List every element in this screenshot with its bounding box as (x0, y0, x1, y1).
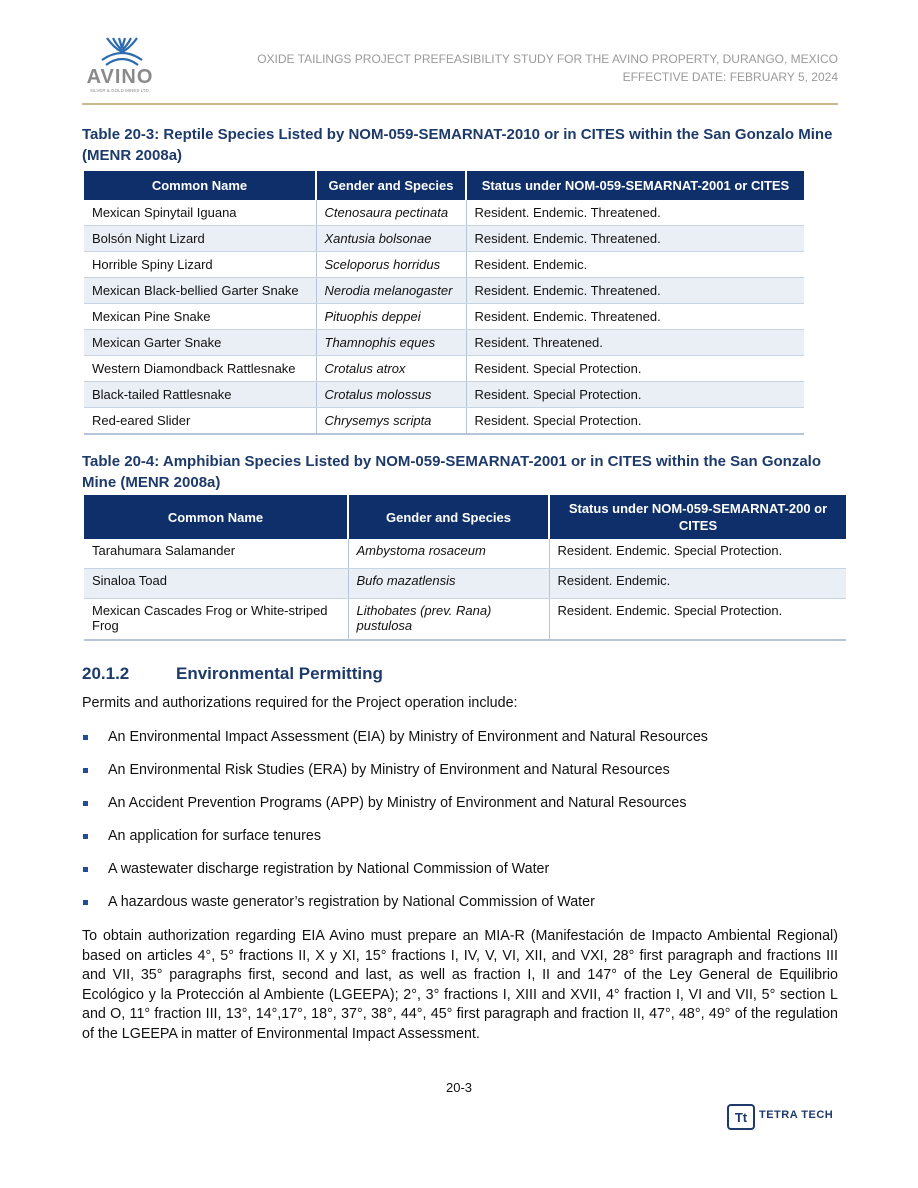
table-caption-amphibians: Table 20-4: Amphibian Species Listed by NOM-059-SEMARNAT-2001 or in CITES within the San Gonzalo Mine (MENR 2008a) (82, 453, 822, 491)
section-title: Environmental Permitting (176, 664, 383, 683)
common-name-cell: Tarahumara Salamander (84, 539, 348, 569)
common-name-cell: Mexican Cascades Frog or White-striped Frog (84, 599, 348, 641)
bullet-icon (83, 735, 88, 740)
page-number: 20-3 (445, 1080, 473, 1095)
species-cell: Ambystoma rosaceum (348, 539, 549, 569)
list-item (82, 893, 838, 926)
table-row (84, 569, 846, 599)
list-item-text: An Environmental Impact Assessment (EIA) by Ministry of Environment and Natural Resources (108, 729, 708, 745)
species-cell: Thamnophis eques (316, 330, 466, 356)
list-item-text: An Accident Prevention Programs (APP) by Ministry of Environment and Natural Resources (108, 795, 687, 811)
table-row (84, 278, 804, 304)
species-cell: Pituophis deppei (316, 304, 466, 330)
common-name-cell: Horrible Spiny Lizard (84, 252, 316, 278)
table-row (84, 539, 846, 569)
list-item (82, 728, 838, 761)
common-name-cell: Mexican Spinytail Iguana (84, 200, 316, 226)
status-cell: Resident. Endemic. (549, 569, 846, 599)
permits-list (82, 728, 838, 926)
common-name-cell: Mexican Garter Snake (84, 330, 316, 356)
species-cell: Ctenosaura pectinata (316, 200, 466, 226)
table-row (84, 356, 804, 382)
status-cell: Resident. Endemic. Threatened. (466, 278, 804, 304)
species-cell: Lithobates (prev. Rana) pustulosa (348, 599, 549, 641)
species-cell: Sceloporus horridus (316, 252, 466, 278)
status-cell: Resident. Endemic. Special Protection. (549, 539, 846, 569)
list-item-text: A hazardous waste generator’s registration by National Commission of Water (108, 894, 595, 910)
species-cell: Nerodia melanogaster (316, 278, 466, 304)
list-item (82, 827, 838, 860)
common-name-cell: Red-eared Slider (84, 408, 316, 435)
table-row (84, 408, 804, 435)
status-cell: Resident. Endemic. Threatened. (466, 304, 804, 330)
column-header: Common Name (84, 171, 316, 200)
column-header: Gender and Species (316, 171, 466, 200)
section-number: 20.1.2 (82, 664, 130, 683)
table-row (84, 382, 804, 408)
table-row (84, 252, 804, 278)
document-title: OXIDE TAILINGS PROJECT PREFEASIBILITY STUDY FOR THE AVINO PROPERTY, DURANGO, MEXICO (257, 52, 838, 66)
avino-logo-mark-icon (84, 36, 164, 68)
tetra-tech-monogram: Tt (734, 1110, 748, 1125)
status-cell: Resident. Special Protection. (466, 382, 804, 408)
list-item-text: An application for surface tenures (108, 828, 321, 844)
status-cell: Resident. Endemic. Threatened. (466, 200, 804, 226)
status-cell: Resident. Endemic. Special Protection. (549, 599, 846, 641)
list-item-text: An Environmental Risk Studies (ERA) by Ministry of Environment and Natural Resources (108, 762, 670, 778)
table-header-row (84, 495, 846, 539)
common-name-cell: Bolsón Night Lizard (84, 226, 316, 252)
bullet-icon (83, 900, 88, 905)
status-cell: Resident. Threatened. (466, 330, 804, 356)
common-name-cell: Western Diamondback Rattlesnake (84, 356, 316, 382)
status-cell: Resident. Special Protection. (466, 408, 804, 435)
tetra-tech-wordmark: TETRA TECH (759, 1109, 834, 1121)
bullet-icon (83, 834, 88, 839)
logo-tagline: SILVER & GOLD MINES LTD. (89, 88, 151, 93)
table-row (84, 304, 804, 330)
bullet-icon (83, 768, 88, 773)
tetra-tech-logo-icon (727, 1104, 755, 1130)
status-cell: Resident. Endemic. (466, 252, 804, 278)
table-row (84, 330, 804, 356)
species-cell: Bufo mazatlensis (348, 569, 549, 599)
list-item-text: A wastewater discharge registration by National Commission of Water (108, 861, 550, 877)
list-item (82, 794, 838, 827)
species-cell: Crotalus atrox (316, 356, 466, 382)
logo-wordmark: AVINO (86, 66, 154, 88)
table-caption-reptiles: Table 20-3: Reptile Species Listed by NOM-059-SEMARNAT-2010 or in CITES within the San Gonzalo Mine (MENR 2008a) (82, 126, 833, 164)
reptile-species-table (84, 171, 804, 435)
table-header-row (84, 171, 804, 200)
list-item (82, 761, 838, 794)
effective-date: EFFECTIVE DATE: FEBRUARY 5, 2024 (622, 70, 838, 84)
section-intro: Permits and authorizations required for the Project operation include: (82, 695, 518, 711)
column-header: Gender and Species (348, 495, 549, 539)
species-cell: Xantusia bolsonae (316, 226, 466, 252)
eia-paragraph: To obtain authorization regarding EIA Avino must prepare an MIA-R (Manifestación de Impacto Ambiental Regional) based on articles 4°, 5° fractions II, X y XI, 15° fractions I, IV, V, VI, XII, and VXI, 28° first paragraph and fractions III and VII, 35° paragraphs first, second and last, as well as fraction I, II and 147° of the Ley General de Equilibrio Ecológico y la Protección al Ambiente (LGEEPA); 2°, 3° fractions I, XIII and XVII, 4° fraction I, VI and VII, 5° section L and O, 11° fraction III, 13°, 14°,17°, 18°, 37°, 38°, 44°, 45° first paragraph and fraction II, 47°, 48°, 49° of the regulation of the LGEEPA in matter of Environmental Impact Assessment. (82, 928, 838, 1042)
bullet-icon (83, 801, 88, 806)
table-row (84, 599, 846, 641)
status-cell: Resident. Endemic. Threatened. (466, 226, 804, 252)
common-name-cell: Sinaloa Toad (84, 569, 348, 599)
table-row (84, 200, 804, 226)
status-cell: Resident. Special Protection. (466, 356, 804, 382)
amphibian-species-table (84, 495, 846, 641)
column-header: Common Name (84, 495, 348, 539)
table-row (84, 226, 804, 252)
species-cell: Crotalus molossus (316, 382, 466, 408)
bullet-icon (83, 867, 88, 872)
common-name-cell: Black-tailed Rattlesnake (84, 382, 316, 408)
common-name-cell: Mexican Pine Snake (84, 304, 316, 330)
list-item (82, 860, 838, 893)
column-header: Status under NOM-059-SEMARNAT-200 or CITES (549, 495, 846, 539)
column-header: Status under NOM-059-SEMARNAT-2001 or CITES (466, 171, 804, 200)
species-cell: Chrysemys scripta (316, 408, 466, 435)
header-divider (82, 103, 838, 105)
common-name-cell: Mexican Black-bellied Garter Snake (84, 278, 316, 304)
